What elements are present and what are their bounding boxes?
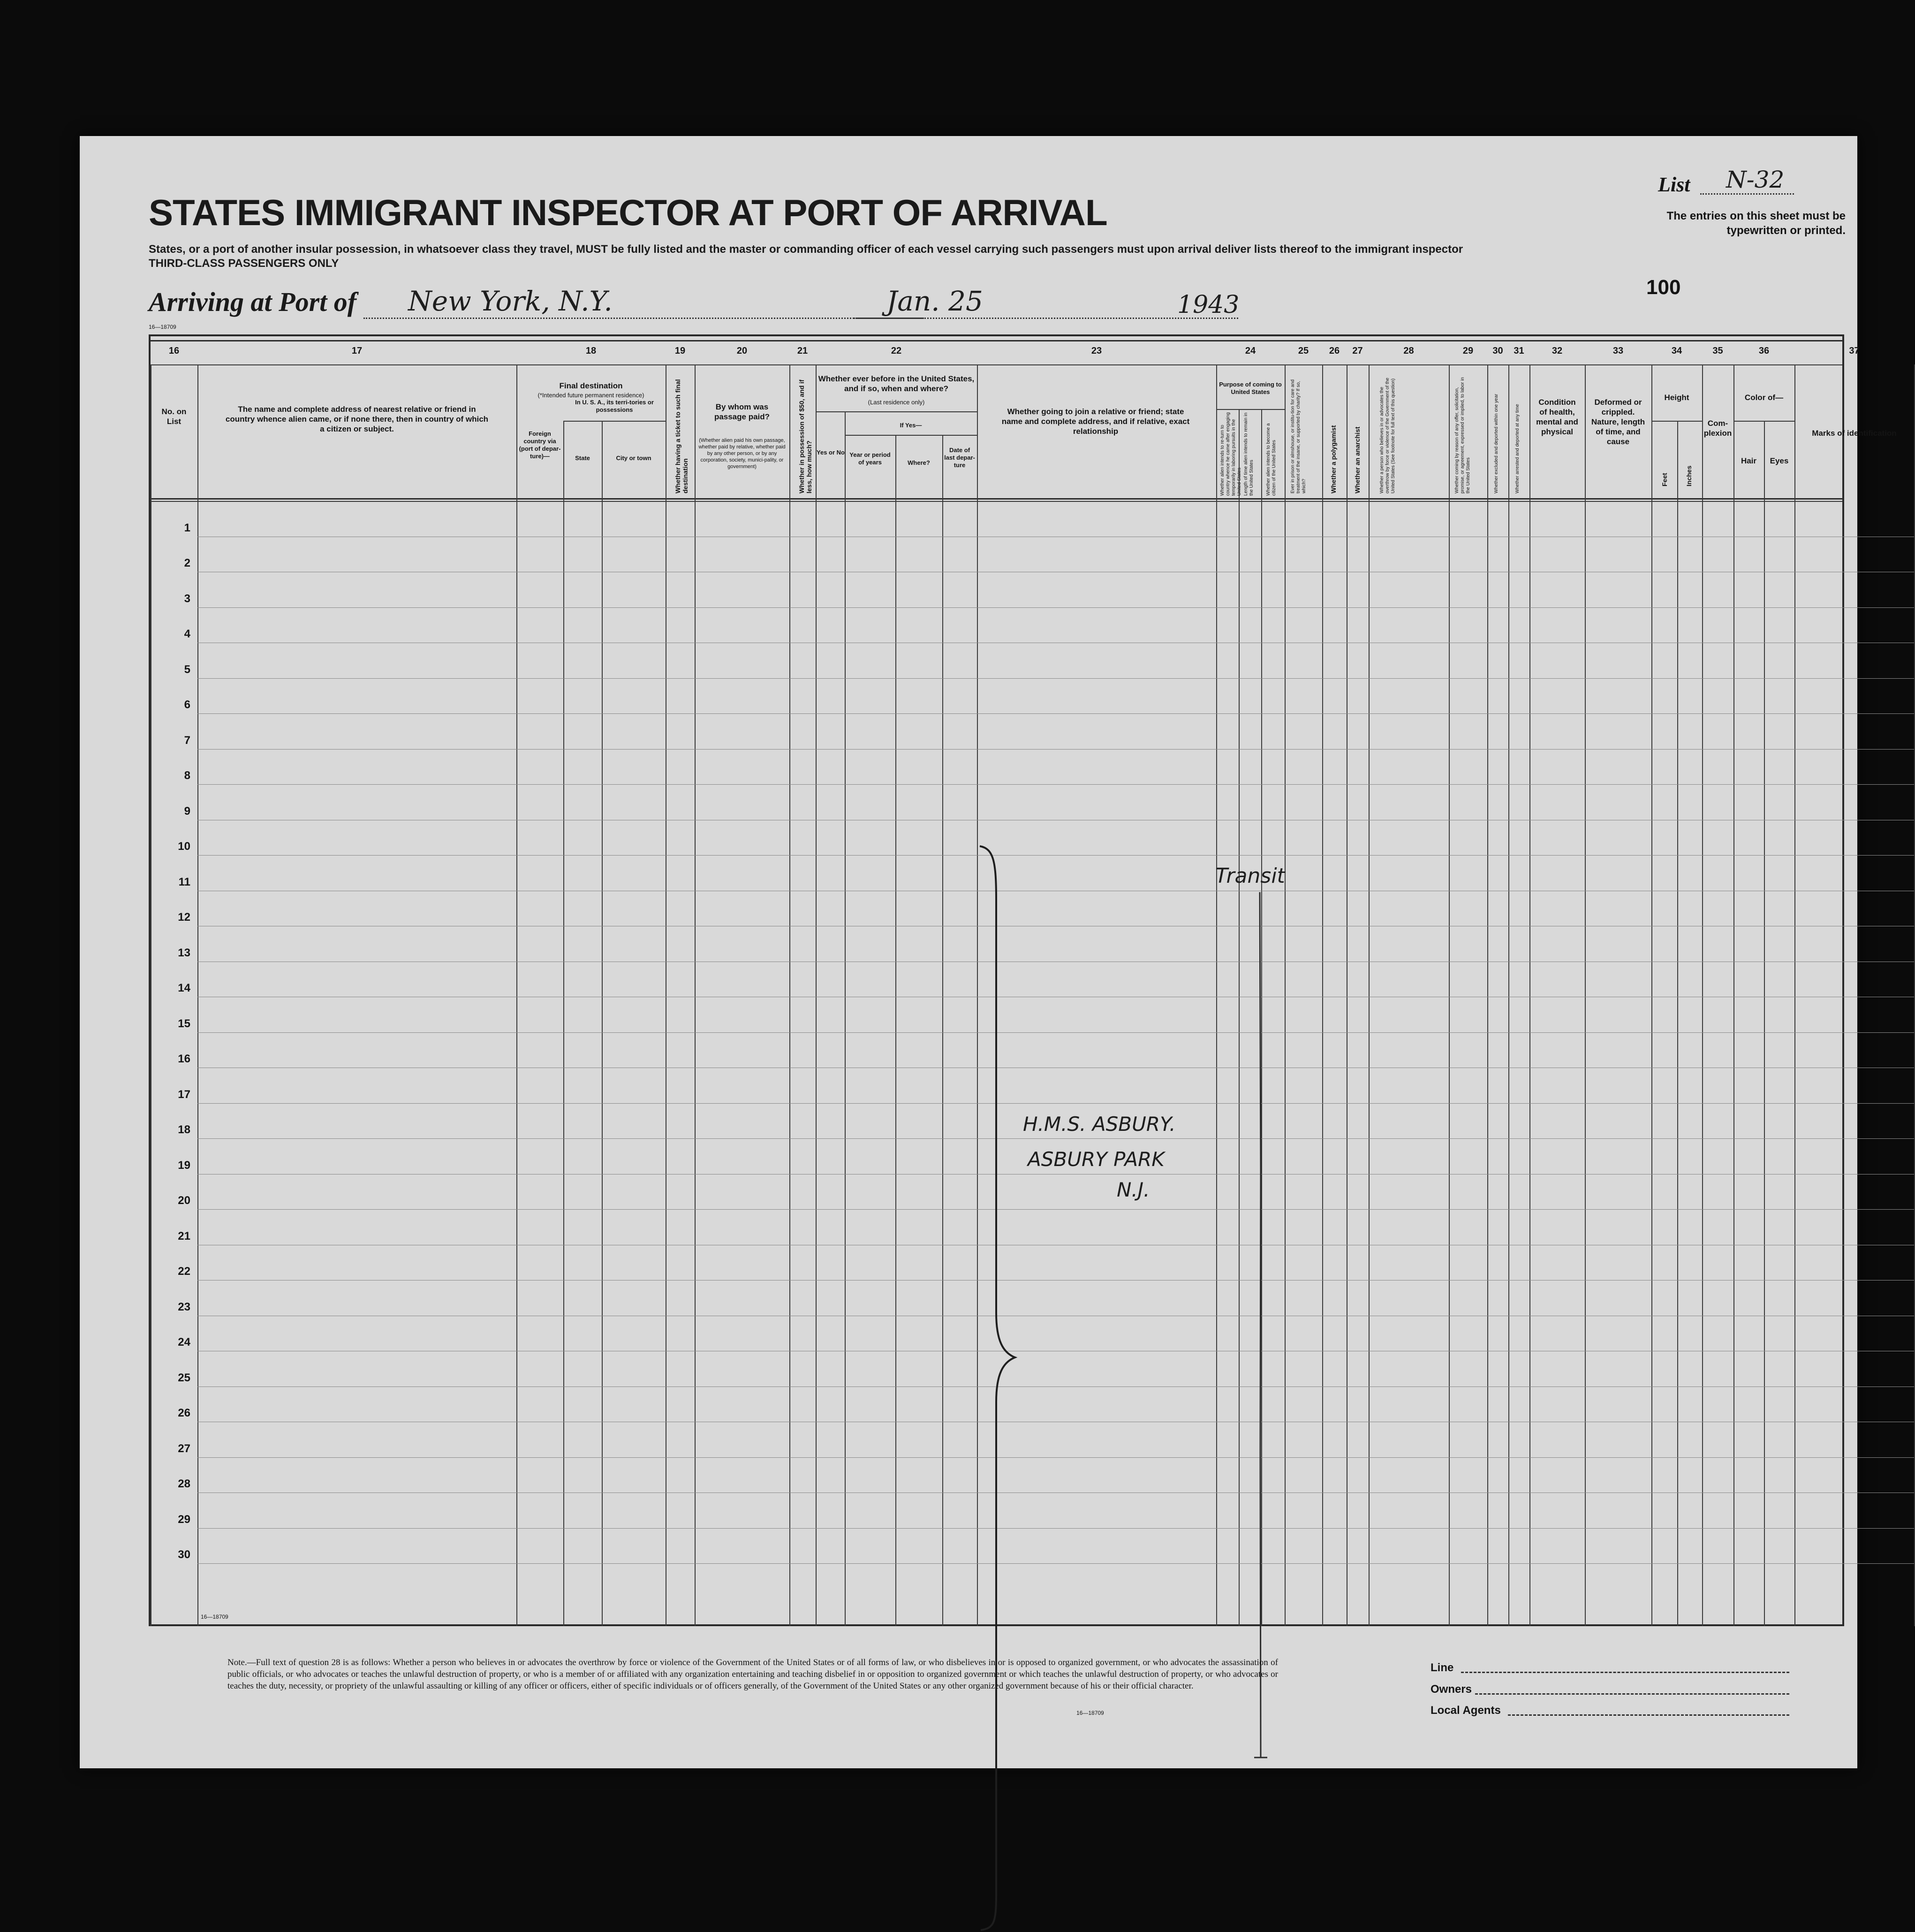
header-ever-before-in-us: Whether ever before in the United States, and if so, when and where? [818,374,975,393]
column-number: 23 [1091,346,1102,356]
column-number: 32 [1552,346,1563,356]
column-number: 31 [1514,346,1524,356]
column-number: 25 [1298,346,1309,356]
header-purpose-return: Whether alien intends to re-turn to country whence he came after engaging temporarily in laboring pursuits in the United States [1220,412,1242,496]
manifest-sheet [80,136,1897,1768]
row-rule [197,855,1914,856]
header-no-on-list: No. on List [161,407,187,426]
row-rule [197,607,1914,608]
header-excluded-deported: Whether excluded and deported within one year [1494,394,1499,493]
list-number-value: N-32 [1726,166,1785,193]
row-number: 9 [184,804,190,818]
header-purpose-of-coming: Purpose of coming to United States [1219,381,1282,395]
row-number: 17 [178,1088,190,1101]
row-number: 19 [178,1159,190,1172]
header-final-destination: Final destination [559,381,623,390]
header-marks-of-identification: Marks of identification [1812,429,1897,438]
header-passage-paid-note: (Whether alien paid his own passage, whether paid by relative, whether paid by any other person, or by any corporation, society, munici-pality, or government) [698,438,786,470]
header-arrested-deported: Whether arrested and deported at any time [1515,404,1520,493]
header-height: Height [1664,393,1689,402]
header-anarchist: Whether an anarchist [1354,426,1361,493]
footnote-question-28: Note.—Full text of question 28 is as follows: Whether a person who believes in or advocates the overthrow by force or violence of the Government of the United States or of all forms of law, or who disbelieves in or is opposed to organized government, or who advocates the assassination of public officials, or who advocates or teaches the unlawful destruction of property, or who is a member of or affiliated with any organization entertaining and teaching disbelief in or opposition to organized government or which teaches the unlawful destruction of property, or who advocates or teaches the duty, necessity, or propriety of the unlawful assaulting or killing of any officer or officers, either of specific individuals or of officers generally, of the Government of the United States or any other organized government because of his or their official character. [227,1658,1278,1691]
column-number: 26 [1329,346,1340,356]
line-label: Line [1431,1661,1454,1674]
header-state: State [575,455,590,462]
column-number: 28 [1403,346,1414,356]
row-rule [197,1138,1914,1139]
row-number: 13 [178,946,190,959]
header-eyes: Eyes [1770,456,1789,465]
header-nearest-relative: The name and complete address of nearest relative or friend in country whence alien came, or if none there, then in country of which a citizen or subject. [225,405,489,433]
row-number: 20 [178,1194,190,1207]
join-relative-entry: H.M.S. ASBURY. [1023,1113,1176,1136]
ditto-line [1250,890,1269,1781]
page-number: 100 [1646,276,1681,299]
form-code: 16—18709 [149,324,176,330]
row-rule [197,678,1914,679]
header-condition-of-health: Condition of health, mental and physical [1536,398,1578,436]
column-number: 36 [1758,346,1770,356]
join-relative-entry: ASBURY PARK [1028,1148,1165,1171]
column-number: 24 [1245,346,1256,356]
join-relative-entry: N.J. [1117,1178,1150,1201]
row-number: 22 [178,1265,190,1278]
header-passage-paid: By whom was passage paid? [714,402,770,421]
row-rule [197,1103,1914,1104]
header-inches: Inches [1685,465,1693,486]
header-complexion: Com-plexion [1703,419,1732,438]
row-rule [197,1209,1914,1210]
header-date-last-departure: Date of last depar-ture [944,447,975,469]
header-where: Where? [908,459,930,466]
row-number: 24 [178,1336,190,1349]
row-number: 18 [178,1123,190,1136]
row-number: 23 [178,1300,190,1313]
header-color-of: Color of— [1744,393,1784,402]
row-number: 29 [178,1513,190,1526]
row-number: 27 [178,1442,190,1455]
header-city-or-town: City or town [616,455,651,462]
row-number: 5 [184,663,190,676]
row-number: 1 [184,521,190,534]
passenger-class-label: THIRD-CLASS PASSENGERS ONLY [149,257,339,270]
column-number: 33 [1612,346,1624,356]
header-last-residence: (Last residence only) [868,399,925,406]
row-number: 12 [178,911,190,924]
arrival-date-value: Jan. 25 [886,285,983,317]
arrival-year-value: 1943 [1177,291,1240,319]
row-number: 25 [178,1371,190,1384]
column-number: 17 [351,346,363,356]
column-number: 27 [1352,346,1363,356]
arrival-port-value: New York, N.Y. [408,285,613,317]
column-number: 16 [168,346,180,356]
header-in-usa: In U. S. A., its terri-tories or possessions [575,399,654,413]
row-number: 21 [178,1229,190,1243]
row-number: 30 [178,1548,190,1561]
column-number: 30 [1492,346,1503,356]
header-if-yes: If Yes— [900,422,922,429]
header-hair: Hair [1741,456,1757,465]
header-yes-or-no: Yes or No [817,449,845,456]
row-rule [197,1528,1914,1529]
row-number: 15 [178,1017,190,1030]
form-instructions: States, or a port of another insular possession, in whatsoever class they travel, MUST be fully listed and the master or commanding officer of each vessel carrying such passengers must upon arrival deliver lists thereof to the immigrant inspector [149,243,1463,256]
row-rule [197,1032,1914,1033]
row-number: 11 [178,875,190,888]
bracket-mark [975,844,1017,1932]
column-number: 19 [674,346,686,356]
row-number: 26 [178,1407,190,1419]
row-rule [197,749,1914,750]
header-ticket: Whether having a ticket to such final destination [674,379,689,493]
typewritten-note: The entries on this sheet must be typewritten or printed. [1666,210,1846,237]
local-agents-label: Local Agents [1431,1704,1501,1717]
row-number: 8 [184,769,190,782]
row-rule [197,1563,1914,1564]
column-number: 34 [1671,346,1682,356]
row-rule [197,1457,1914,1458]
header-feet: Feet [1661,473,1668,486]
header-prison-almshouse: Ever in prison or almshouse, or institu-tion for care and treatment of the insane, or supported by charity? If so, which? [1290,379,1307,493]
row-rule [197,1386,1914,1387]
manifest-table [149,334,1897,1626]
row-number: 2 [184,557,190,569]
header-labor-offer: Whether coming by reason of any offer, solicitation, promise, or agreement, expressed or implied, to labor in the United States [1454,377,1471,493]
row-number: 7 [184,734,190,747]
row-rule [197,713,1914,714]
form-code: 16—18709 [1076,1710,1104,1716]
column-number: 20 [736,346,748,356]
header-deformed-crippled: Deformed or crippled. Nature, length of time, and cause [1591,398,1645,446]
row-number: 4 [184,628,190,640]
column-number: 21 [797,346,808,356]
column-number: 35 [1712,346,1723,356]
row-number: 16 [178,1053,190,1065]
header-question-28: Whether a person who believes in or advocates the overthrow by force or violence of the Government of the United States (See footnote for full text of this question) [1379,378,1396,493]
header-foreign-country: Foreign country via (port of depar-ture)— [519,430,561,460]
header-joining-relative: Whether going to join a relative or friend; state name and complete address, and if relative, exact relationship [1001,407,1190,436]
owners-label: Owners [1431,1683,1472,1696]
header-year-or-period: Year or period of years [849,451,891,466]
row-number: 3 [184,592,190,605]
row-number: 6 [184,698,190,711]
header-final-destination-note: (*Intended future permanent residence) [537,392,644,399]
header-purpose-length: Length of time alien intends to remain in the United States [1243,412,1254,496]
list-label: List [1658,173,1690,196]
row-number: 10 [178,840,190,853]
column-number: 22 [891,346,902,356]
row-rule [197,784,1914,785]
header-polygamist: Whether a polygamist [1330,425,1337,493]
page-title: STATES IMMIGRANT INSPECTOR AT PORT OF ARRIVAL [149,192,1107,233]
header-fifty-dollars: Whether in possession of $50, and if less, how much? [798,379,813,493]
header-purpose-citizen: Whether alien intends to become a citizen of the United States [1266,423,1277,496]
arriving-port-label: Arriving at Port of [149,287,357,317]
form-code: 16—18709 [201,1614,228,1620]
purpose-entry: Transit [1215,864,1285,888]
row-number: 28 [178,1477,190,1490]
column-number: 37 [1849,346,1860,356]
row-number: 14 [178,982,190,994]
column-number: 29 [1462,346,1474,356]
column-number: 18 [585,346,597,356]
